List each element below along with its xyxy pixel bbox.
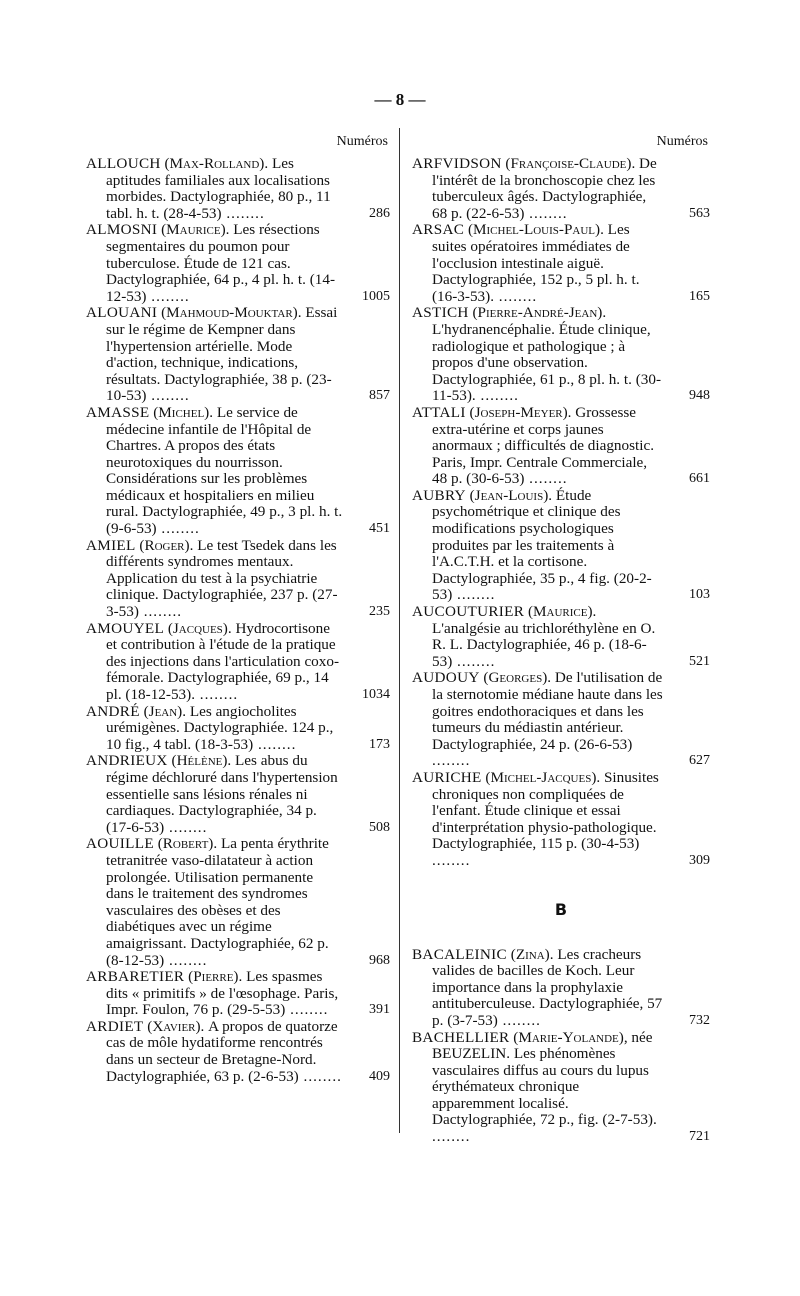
dot-leader: ........ (452, 586, 496, 604)
author-given-names: (Zina). (506, 945, 558, 963)
thesis-description: née BEUZELIN. Les phénomènes vasculaires diffus au cours du lupus érythémateux chronique apparemment localisé. Dactylographiée, 72 p., fig. (2-7-53). (432, 1028, 657, 1129)
dot-leader: ........ (253, 735, 297, 753)
index-entry (412, 488, 710, 604)
dot-leader: ........ (494, 287, 538, 305)
author-surname: ANDRIEUX (86, 752, 168, 770)
author-surname: AMIEL (86, 536, 136, 554)
entry-text (86, 156, 344, 222)
index-entry (412, 947, 710, 1030)
index-entry (86, 405, 390, 538)
author-given-names: (Michel). (149, 403, 217, 421)
dot-leader: ........ (497, 1011, 541, 1029)
author-surname: ALMOSNI (86, 221, 158, 239)
dot-leader: ........ (432, 752, 471, 770)
author-given-names: (Mahmoud-Mouktar). (157, 304, 306, 322)
dot-leader: ........ (475, 387, 519, 405)
thesis-number: 508 (369, 819, 390, 835)
author-surname: AUCOUTURIER (412, 603, 525, 621)
author-surname: BACALEINIC (412, 945, 507, 963)
thesis-description: Les abus du régime déchloruré dans l'hypertension essentielle sans lésions rénales ni cardiaques. Dactylographiée, 34 p. (17-6-53) (106, 752, 338, 836)
author-given-names: (Michel-Jacques). (481, 768, 604, 786)
section-letter: B (554, 899, 568, 919)
author-surname: ALLOUCH (86, 155, 161, 172)
thesis-description: A propos de quatorze cas de môle hydatiforme rencontrés dans un secteur de Bretagne-Nord. Dactylographiée, 63 p. (2-6-53) (106, 1017, 338, 1085)
author-given-names: (Max-Rolland). (160, 155, 272, 172)
thesis-number: 1034 (362, 687, 390, 702)
thesis-description: Hydrocortisone et contribution à l'étude de la pratique des injections dans l'articulation coxo-fémorale. Dactylographiée, 69 p., 14 pl. (18-12-53). (106, 619, 340, 703)
index-entry (412, 305, 710, 405)
dot-leader: ........ (285, 1001, 329, 1019)
entry-text (412, 1030, 664, 1146)
thesis-description: Le service de médecine infantile de l'Hôpital de Chartres. A propos des états neurotoxiques du nourrisson. Considérations sur les problèmes médicaux et hospitaliers en milieu rural. Dactylographiée, 49 p., 3 pl. h. t. (9-6-53) (106, 403, 343, 538)
dot-leader: ........ (164, 951, 208, 969)
thesis-number: 409 (369, 1068, 390, 1084)
index-entry (412, 670, 710, 770)
dot-leader: ........ (146, 387, 190, 405)
author-surname: AUDOUY (412, 669, 480, 687)
author-given-names: (Michel-Louis-Paul). (464, 221, 608, 239)
right-column (412, 134, 710, 1146)
thesis-description: Les angiocholites urémigènes. Dactylographiée. 124 p., 10 fig., 4 tabl. (18-3-53) (106, 702, 334, 753)
author-surname: BACHELLIER (412, 1028, 510, 1046)
thesis-description: Les spasmes dits « primitifs » de l'œsophage. Paris, Impr. Foulon, 76 p. (29-5-53) (106, 968, 339, 1019)
thesis-description: Les aptitudes familiales aux localisations morbides. Dactylographiée, 80 p., 11 tabl. h. t. (28-4-53) (106, 155, 331, 222)
dot-leader: ........ (164, 818, 208, 836)
dot-leader: ........ (156, 520, 200, 538)
author-given-names: (Robert). (153, 835, 221, 853)
thesis-number: 1005 (362, 288, 390, 304)
author-given-names: (Pierre-André-Jean). (468, 304, 607, 322)
entry-text (412, 156, 664, 222)
thesis-description: Le test Tsedek dans les différents syndromes mentaux. Application du test à la psychiatrie clinique. Dactylographiée, 237 p. (27-3-53) (106, 536, 338, 621)
entry-text (86, 1019, 344, 1085)
page-number: — 8 — (374, 90, 426, 109)
index-entry (412, 405, 710, 488)
entry-text (86, 405, 344, 538)
thesis-number: 235 (369, 604, 390, 620)
dot-leader: ........ (524, 470, 568, 488)
thesis-description: Les suites opératoires immédiates de l'occlusion intestinale aiguë. Dactylographiée, 152 p., 5 pl. h. t. (16-3-53). (432, 221, 640, 305)
author-given-names: (Jacques). (164, 619, 236, 637)
dot-leader: ........ (298, 1067, 342, 1085)
index-entry (86, 704, 390, 754)
entry-text (86, 704, 344, 754)
index-entry (412, 1030, 710, 1146)
author-surname: ASTICH (412, 304, 469, 322)
thesis-number: 721 (689, 1129, 710, 1145)
index-entry (86, 1019, 390, 1085)
right-entries-b (412, 947, 710, 1146)
author-given-names: (Roger). (135, 536, 198, 554)
entry-text (412, 222, 664, 305)
index-entry (86, 836, 390, 969)
left-column-header: Numéros (336, 134, 388, 149)
dot-leader: ........ (221, 204, 265, 222)
thesis-description: Grossesse extra-utérine et corps jaunes anormaux ; difficultés de diagnostic. Paris, Impr. Centrale Commerciale, 48 p. (30-6-53) (432, 403, 654, 488)
entry-text (412, 770, 664, 870)
author-surname: ARDIET (86, 1017, 144, 1035)
entry-text (86, 969, 344, 1019)
dot-leader: ........ (452, 652, 496, 670)
thesis-number: 948 (689, 388, 710, 404)
author-given-names: (Hélène). (167, 752, 236, 770)
dot-leader: ........ (524, 204, 568, 222)
author-surname: ALOUANI (86, 304, 158, 322)
index-entry (412, 222, 710, 305)
entry-text (412, 947, 664, 1030)
thesis-number: 286 (369, 205, 390, 221)
index-entry (86, 222, 390, 305)
thesis-number: 661 (689, 471, 710, 487)
author-given-names: (Maurice). (157, 221, 234, 239)
index-entry (86, 156, 390, 222)
thesis-number: 521 (689, 653, 710, 669)
thesis-number: 627 (689, 753, 710, 769)
index-entry (86, 538, 390, 621)
thesis-description: Sinusites chroniques non compliquées de l'enfant. Étude clinique et essai d'interprétation physio-pathologique. Dactylographiée, 115 p. (30-4-53) (432, 768, 659, 853)
author-given-names: (Françoise-Claude). (501, 155, 640, 172)
author-surname: AUBRY (412, 486, 466, 504)
author-surname: AOUILLE (86, 835, 154, 853)
entry-text (412, 405, 664, 488)
entry-text (86, 305, 344, 405)
thesis-number: 732 (689, 1012, 710, 1028)
thesis-number: 309 (689, 852, 710, 868)
index-entry (86, 753, 390, 836)
author-given-names: (Jean-Louis). (465, 486, 556, 504)
entry-text (412, 305, 664, 405)
right-entries (412, 156, 710, 870)
author-surname: AMASSE (86, 403, 150, 421)
thesis-number: 391 (369, 1002, 390, 1018)
thesis-description: Essai sur le régime de Kempner dans l'hypertension artérielle. Mode d'action, technique, indications, résultats. Dactylographiée, 38 p. (23-10-53) (106, 304, 338, 405)
author-given-names: (Jean). (139, 702, 190, 720)
author-surname: AURICHE (412, 768, 482, 786)
entry-text (412, 488, 664, 604)
author-surname: ANDRÉ (86, 702, 140, 720)
author-given-names: (Georges). (479, 669, 555, 687)
thesis-description: De l'utilisation de la sternotomie médiane haute dans les goitres endothoraciques et dans les tumeurs du médiastin antérieur. Dactylographiée, 24 p. (26-6-53) (432, 669, 663, 753)
thesis-number: 451 (369, 521, 390, 537)
entry-text (86, 538, 344, 621)
entry-text (412, 670, 664, 770)
thesis-description: De l'intérêt de la bronchoscopie chez les tuberculeux âgés. Dactylographiée, 68 p. (22-6-53) (432, 155, 657, 222)
dot-leader: ........ (138, 603, 183, 621)
thesis-number: 563 (689, 205, 710, 221)
index-entry (412, 770, 710, 870)
author-given-names: (Xavier). (143, 1017, 209, 1035)
author-given-names: (Maurice). (524, 603, 597, 621)
thesis-number: 173 (369, 736, 390, 752)
dot-leader: ........ (432, 1128, 471, 1146)
author-surname: ARSAC (412, 221, 465, 239)
entry-text (86, 753, 344, 836)
thesis-description: L'analgésie au trichloréthylène en O. R. L. Dactylographiée, 46 p. (18-6-53) (432, 619, 656, 670)
entry-text (86, 222, 344, 305)
entry-text (86, 621, 344, 704)
right-column-header: Numéros (656, 134, 708, 149)
author-given-names: (Pierre). (184, 968, 247, 986)
index-entry (86, 621, 390, 704)
author-surname: ARFVIDSON (412, 155, 502, 172)
left-entries (86, 156, 390, 1085)
index-entry (86, 969, 390, 1019)
entry-text (86, 836, 344, 969)
thesis-description: Étude psychométrique et clinique des modifications psychologiques produites par les traitements à l'A.C.T.H. et la cortisone. Dactylographiée, 35 p., 4 fig. (20-2-53) (432, 486, 652, 604)
dot-leader: ........ (432, 851, 471, 869)
index-entry (412, 156, 710, 222)
thesis-number: 165 (689, 288, 710, 304)
author-surname: ARBARETIER (86, 968, 185, 986)
left-column (86, 134, 390, 1085)
entry-text (412, 604, 664, 670)
thesis-number: 968 (369, 952, 390, 968)
column-divider (399, 128, 400, 1133)
author-surname: AMOUYEL (86, 619, 165, 637)
author-given-names: (Joseph-Meyer). (465, 403, 576, 421)
dot-leader: ........ (195, 686, 239, 703)
thesis-description: L'hydranencéphalie. Étude clinique, radiologique et pathologique ; à propos d'une observation. Dactylographiée, 61 p., 8 pl. h. t. (30-11-53). (432, 320, 662, 405)
dot-leader: ........ (146, 287, 190, 305)
author-surname: ATTALI (412, 403, 466, 421)
thesis-number: 103 (689, 587, 710, 603)
thesis-description: Les résections segmentaires du poumon pour tuberculose. Étude de 121 cas. Dactylographiée, 64 p., 4 pl. h. t. (14-12-53) (106, 221, 336, 305)
index-entry (412, 604, 710, 670)
thesis-description: La penta érythrite tetranitrée vaso-dilatateur à action prolongée. Utilisation permanente dans le traitement des syndromes vasculaires des obèses et des diabétiques avec un régime amaigrissant. Dactylographiée, 62 p. (8-12-53) (106, 835, 329, 969)
index-entry (86, 305, 390, 405)
thesis-description: Les cracheurs valides de bacilles de Koch. Leur importance dans la prophylaxie antituberculeuse. Dactylographiée, 57 p. (3-7-53) (432, 945, 663, 1029)
thesis-number: 857 (369, 388, 390, 404)
author-given-names: (Marie-Yolande), (509, 1028, 632, 1046)
